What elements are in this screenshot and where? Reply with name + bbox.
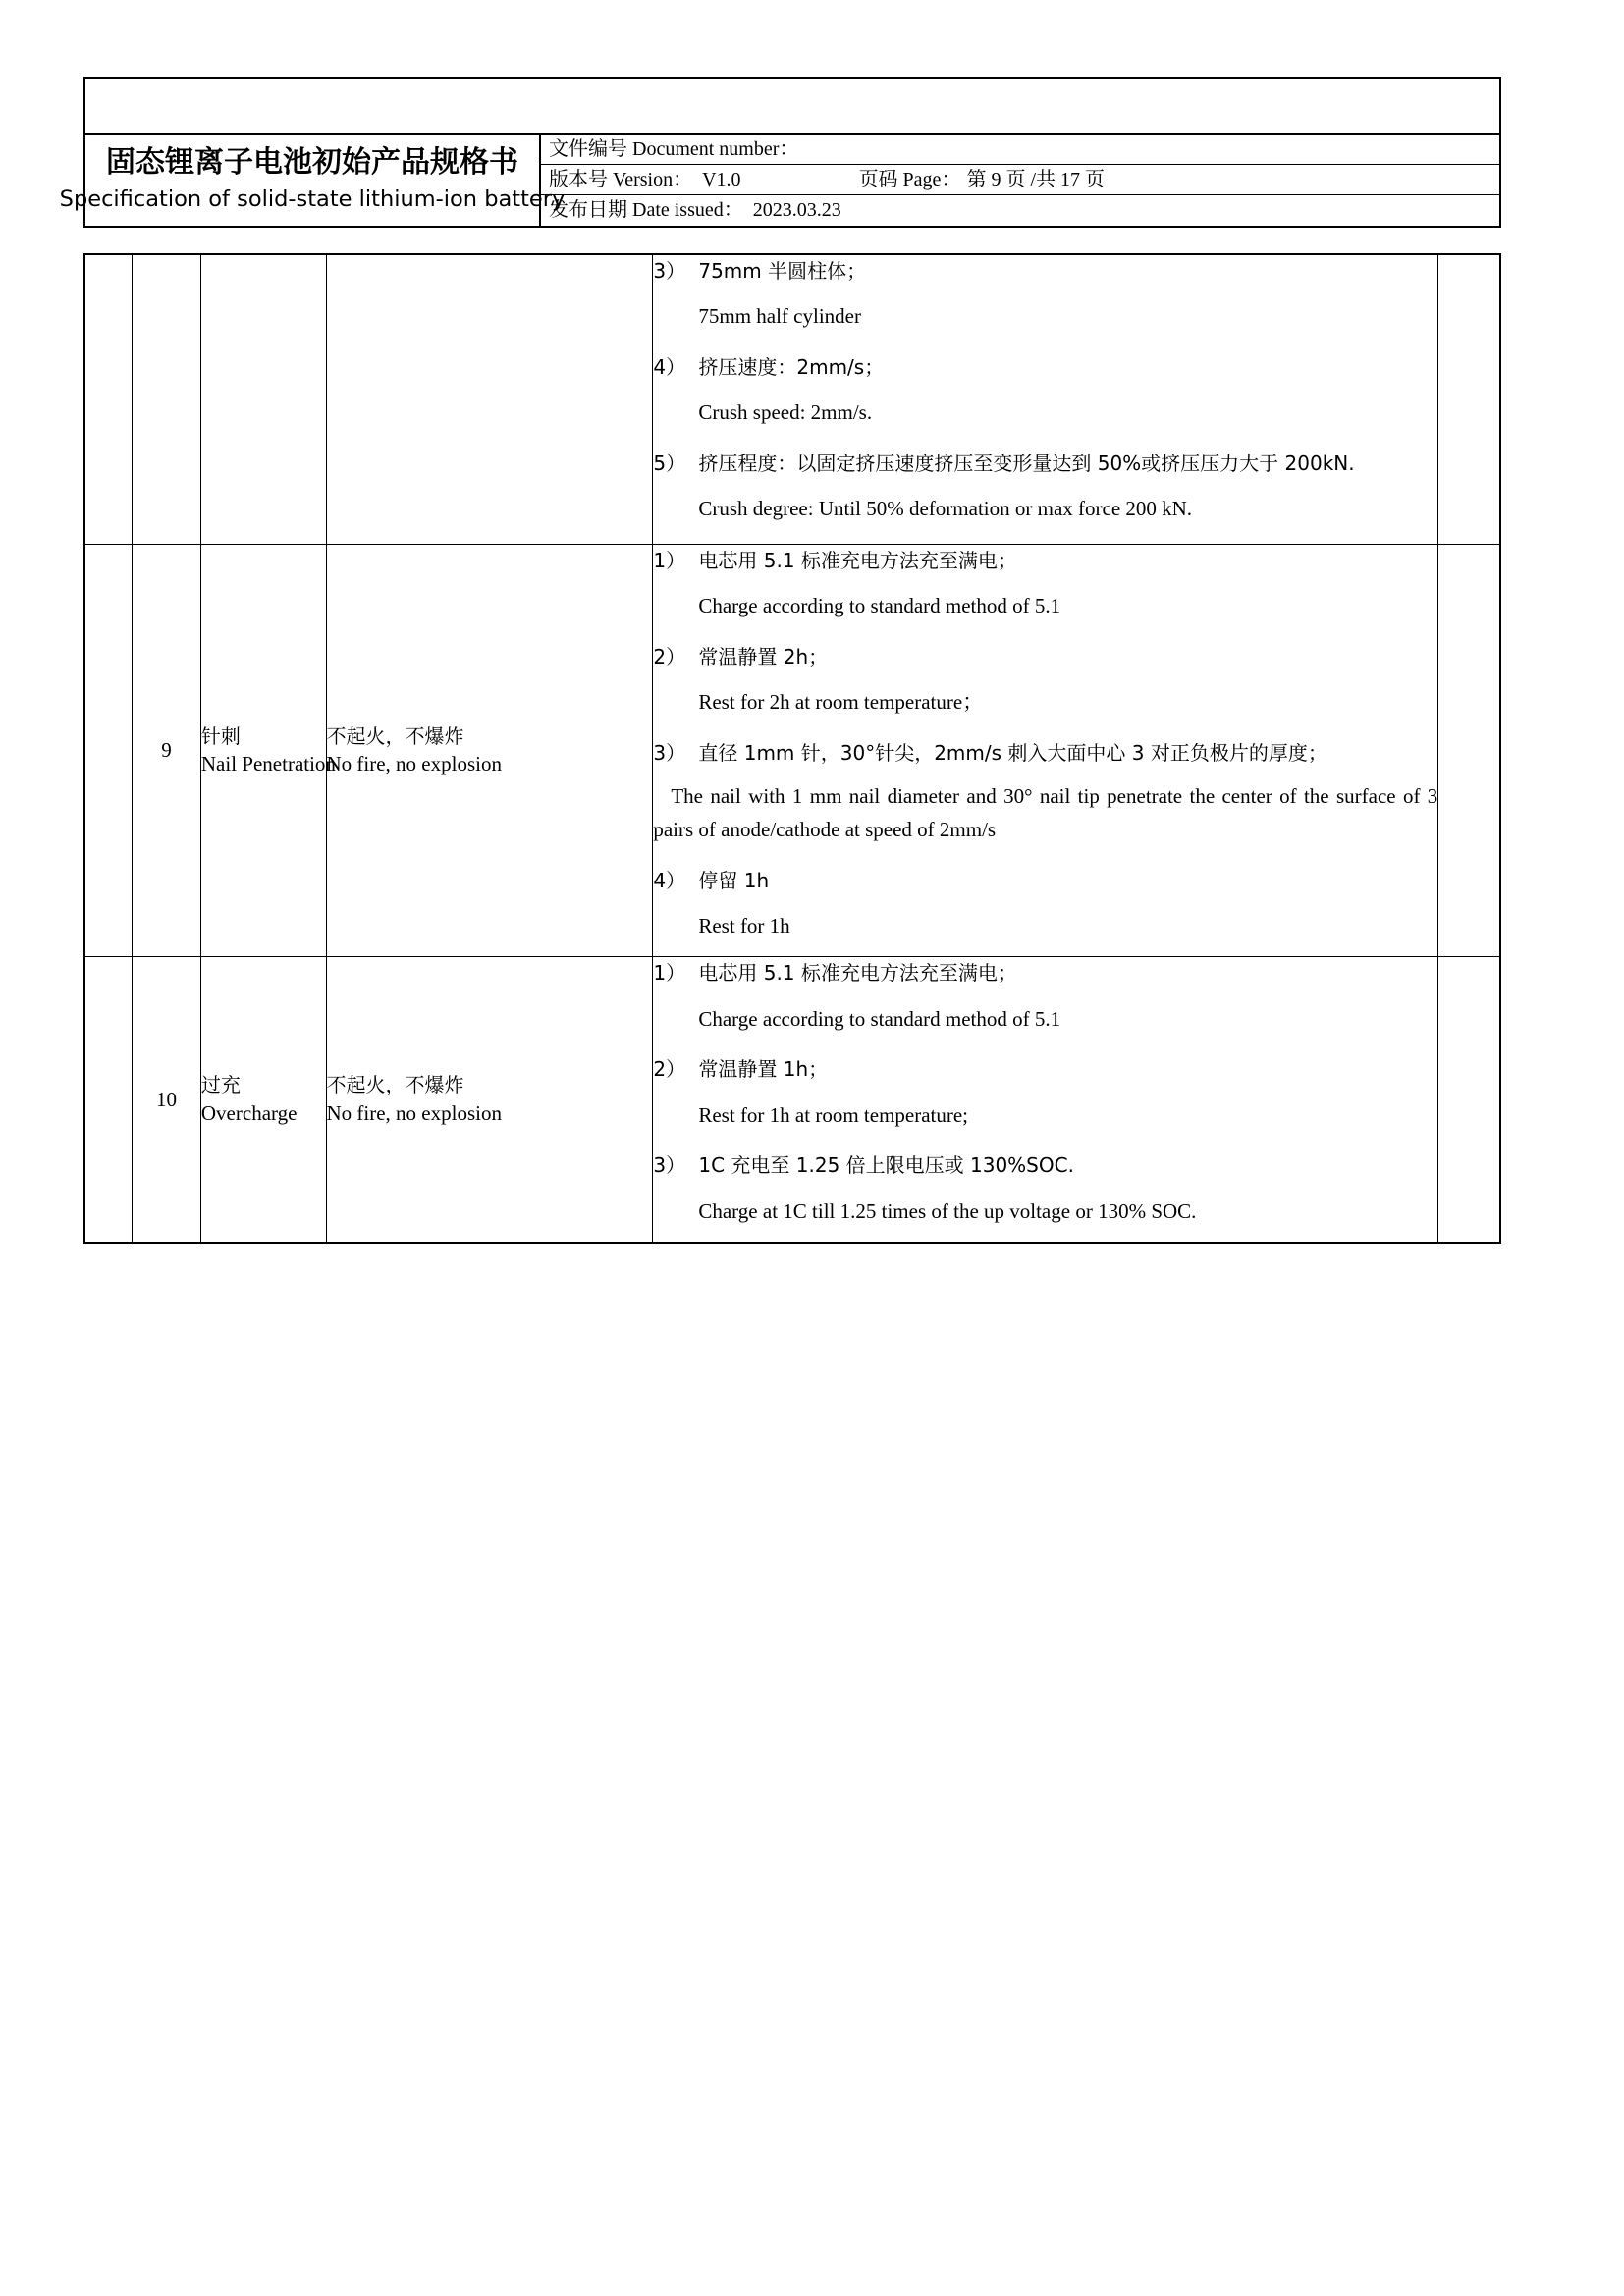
procedure-item [653,641,1437,672]
test-name-en: Nail Penetration [200,752,336,775]
procedure-item [653,737,1437,769]
procedure-item [653,351,1437,383]
row-number-cell [133,957,201,1243]
row-left-edge-cell [84,957,133,1243]
procedure-marker: 2） [653,644,686,668]
procedure-marker: 5） [653,451,686,475]
procedure-item [653,255,1437,287]
procedure-text-cn: 1C 充电至 1.25 倍上限电压或 130%SOC. [698,1153,1074,1178]
criteria-en: No fire, no explosion [326,1100,502,1125]
page-value: 第 9 页 /共 17 页 [966,168,1106,190]
procedure-text-cn: 停留 1h [698,868,770,892]
procedure-list [653,255,1437,526]
procedure-text-cn: 直径 1mm 针，30°针尖，2mm/s 刺入大面中心 3 对正负极片的厚度； [698,740,1327,765]
date-issued-label: 发布日期 Date issued： [549,199,743,221]
procedure-text-en: Crush degree: Until 50% deformation or max force 200 kN. [698,497,1193,521]
page-header [59,77,1501,228]
procedure-item [653,957,1437,988]
procedure-text-cn: 常温静置 1h； [698,1057,829,1082]
row-number-cell [133,254,201,544]
document-title-cn: 固态锂离子电池初始产品规格书 [106,145,518,181]
procedure-marker: 3） [653,1153,686,1178]
safety-test-table [83,253,1501,1244]
procedure-text-cn: 挤压程度：以固定挤压速度挤压至变形量达到 50%或挤压压力大于 200kN. [698,451,1355,475]
procedure-text-cn: 电芯用 5.1 标准充电方法充至满电； [698,961,1017,986]
test-name-cell [200,544,336,957]
test-name-en: Overcharge [200,1100,298,1125]
document-title-en: Specification of solid-state lithium-ion battery [59,186,566,212]
procedure-item [653,865,1437,896]
procedure-cell [653,544,1438,957]
row-left-edge-cell [84,544,133,957]
procedure-text-cn: 挤压速度：2mm/s； [698,354,885,379]
version-page-row [541,165,1499,195]
document-info-cell [541,135,1499,226]
procedure-text-cn: 电芯用 5.1 标准充电方法充至满电； [698,548,1017,572]
row-right-edge-cell [1438,957,1500,1243]
criteria-en: No fire, no explosion [326,752,502,775]
row-right-edge-cell [1438,254,1500,544]
procedure-text-en: Rest for 2h at room temperature； [698,690,984,715]
test-name-cn: 针刺 [200,723,241,748]
procedure-text-cn: 75mm 半圆柱体； [698,259,867,283]
date-issued-row [541,195,1499,226]
procedure-item [653,1053,1437,1085]
procedure-marker: 4） [653,354,686,379]
header-blank-strip [85,79,1499,135]
procedure-marker: 3） [653,259,686,283]
procedure-text-en: Charge according to standard method of 5.1 [698,594,1061,618]
procedure-text-en: Rest for 1h [698,913,790,937]
table-row [84,957,1500,1243]
test-name-cell [200,254,326,544]
procedure-cell [653,254,1438,544]
version-label: 版本号 Version： [549,168,693,190]
procedure-text-en: Charge according to standard method of 5.1 [698,1006,1061,1031]
header-main-row [59,135,1499,226]
procedure-list [653,957,1437,1228]
document-title-cell [59,135,566,226]
table-row [84,544,1500,957]
procedure-cell [653,957,1438,1243]
procedure-text-cn: 常温静置 2h； [698,644,829,668]
procedure-item [653,1149,1437,1181]
row-number: 10 [156,1087,178,1111]
row-number: 9 [161,738,172,763]
row-number-cell [133,544,201,957]
procedure-marker: 2） [653,1057,686,1082]
table-row [84,254,1500,544]
date-issued-value: 2023.03.23 [752,199,841,221]
test-name-cell [200,957,326,1243]
page-label: 页码 Page： [858,168,961,190]
row-right-edge-cell [1438,544,1500,957]
procedure-marker: 1） [653,548,686,572]
document-number-label: 文件编号 Document number： [549,138,799,160]
document-number-row [541,135,1499,165]
criteria-cell [326,957,653,1243]
procedure-text-en: Charge at 1C till 1.25 times of the up voltage or 130% SOC. [698,1199,1197,1223]
spec-table-wrapper [83,253,1501,1404]
criteria-cn: 不起火，不爆炸 [326,723,464,748]
procedure-marker: 3） [653,740,686,765]
procedure-marker: 1） [653,961,686,986]
procedure-text-en: Rest for 1h at room temperature; [698,1102,969,1127]
procedure-marker: 4） [653,868,686,892]
procedure-item [653,545,1437,576]
procedure-text-en: Crush speed: 2mm/s. [698,400,873,425]
criteria-cn: 不起火，不爆炸 [326,1073,464,1097]
version-value: V1.0 [702,168,741,190]
procedure-text-en: 75mm half cylinder [698,304,861,329]
test-name-cn: 过充 [200,1073,241,1097]
criteria-cell [326,544,653,957]
procedure-item [653,448,1437,479]
procedure-text-en: The nail with 1 mm nail diameter and 30° nail tip penetrate the center of the surface of 3 pairs of anode/cathode at speed of 2mm/s [653,784,1438,841]
procedure-list [653,545,1437,943]
row-left-edge-cell [84,254,133,544]
criteria-cell [326,254,653,544]
